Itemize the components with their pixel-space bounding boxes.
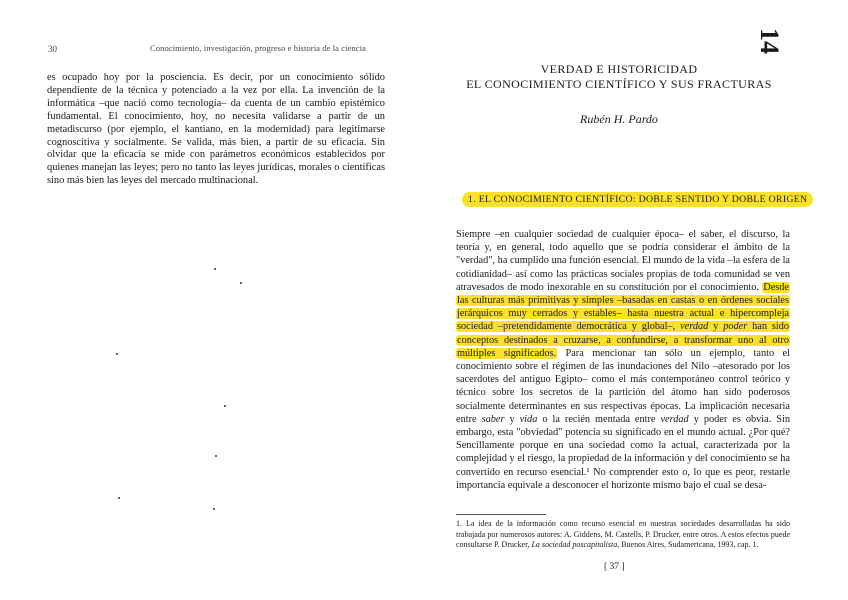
scan-speck [240, 282, 242, 284]
footnote-rule [456, 514, 546, 515]
body-paragraph [456, 228, 790, 492]
footnote-part: 1. La idea de la información como recurso esencial en nuestras sociedades desarrolladas ha sido trabajada por numerosos autores: A. Giddens, M. Castells, P. Drucker, entre otros. A estos efectos puede consultarse P. Drucker, [456, 519, 790, 549]
body-text: Para mencionar tan sólo un ejemplo, tanto el conocimiento sobre el régimen de las inundaciones del Nilo –atesorado por los sacerdotes del antiguo Egipto– como el más contemporáneo control teórico y técnico sobre los secretos de la partición del átomo han sido poderosos socialmente determinantes en sus respectivas épocas. La implicación necesaria entre [456, 347, 790, 425]
body-text: y [504, 413, 520, 425]
footnote [456, 519, 790, 551]
chapter-title [464, 62, 774, 91]
body-text: y poder es obvia. Sin embargo, esta "obviedad" potencia su significado en el mundo actual. ¿Por qué? Sencillamente porque en una sociedad como la actual, caracterizada por la complejidad y el riesgo, la propiedad de la información y del conocimiento se ha convertido en recurso esencial.¹ No comprender esto o, lo que es peor, restarle importancia equivale a desconocer el horizonte mismo bajo el cual se desa- [456, 413, 791, 491]
highlight-text: Desde las culturas más primitivas y simples –basadas en castas o en órdenes sociales jerárquicos muy cerrados y estables– hasta nuestra actual e hipercompleja sociedad –pretendidamente democrática y global–, [457, 281, 789, 333]
chapter-title-line2: EL CONOCIMIENTO CIENTÍFICO Y SUS FRACTURAS [466, 76, 772, 91]
scan-speck [214, 268, 216, 270]
highlight-text: y [708, 321, 724, 333]
left-paragraph: es ocupado hoy por la posciencia. Es decir, por un conocimiento sólido dependiente de la técnica y potenciado a la vez por ella. La invención de la informática –que nació como tecnología– da cuenta de un cambio epistémico fundamental. El conocimiento, hoy, no necesita validarse a partir de un metadiscurso (por ejemplo, el kantiano, en la modernidad) para legitimarse cognoscitiva y socialmente. Se valida, más bien, a partir de su eficacia. Sin olvidar que la eficacia se mide con parámetros económicos establecidos por quienes manejan las leyes; pero no tanto las leyes jurídicas, morales o científicas sino más bien las leyes del mercado multinacional. [47, 72, 385, 187]
body-text: o la recién mentada entre [537, 413, 661, 425]
emphasis-saber: saber [481, 413, 505, 425]
emphasis-vida: vida [519, 413, 538, 425]
footnote-part: , Buenos Aires, Sudamericana, 1993, cap. 1. [617, 540, 759, 549]
right-body-text [456, 228, 790, 492]
chapter-title-line1: VERDAD E HISTORICIDAD [540, 62, 698, 76]
highlight-text: han sido conceptos destinados a cruzarse, a confundirse, a transformar uno al otro múltiples significados. [457, 321, 790, 359]
emphasis-verdad: verdad [660, 413, 689, 425]
scan-speck [116, 353, 118, 355]
running-head: Conocimiento, investigación, progreso e historia de la ciencia [150, 43, 367, 53]
footnote-book-title: La sociedad poscapitalista [531, 540, 618, 549]
footnote-text [456, 519, 790, 551]
emphasis-verdad: verdad [680, 321, 709, 333]
body-text: Siempre –en cualquier sociedad de cualquier época– el saber, el discurso, la teoría y, en general, todo aquello que se podría considerar el ámbito de la "verdad", ha cumplido una función esencial. El mundo de la vida –la esfera de la cotidianidad– así como las prácticas sociales propias de toda comunidad se ven atravesados de modo inexorable en su constitución por el conocimiento. [456, 229, 790, 293]
scan-speck [215, 455, 217, 457]
scan-speck [118, 497, 120, 499]
page-number-right: [ 37 ] [604, 562, 625, 572]
emphasis-poder: poder [723, 321, 748, 333]
scan-speck [213, 508, 215, 510]
left-body-text [47, 72, 385, 188]
page-number-left: 30 [48, 44, 57, 54]
section-heading-highlighted: 1. EL CONOCIMIENTO CIENTÍFICO: DOBLE SENTIDO Y DOBLE ORIGEN [462, 192, 813, 207]
chapter-number: 14 [755, 28, 784, 54]
scan-speck [224, 405, 226, 407]
right-page [424, 0, 848, 600]
author-name: Rubén H. Pardo [580, 112, 658, 126]
